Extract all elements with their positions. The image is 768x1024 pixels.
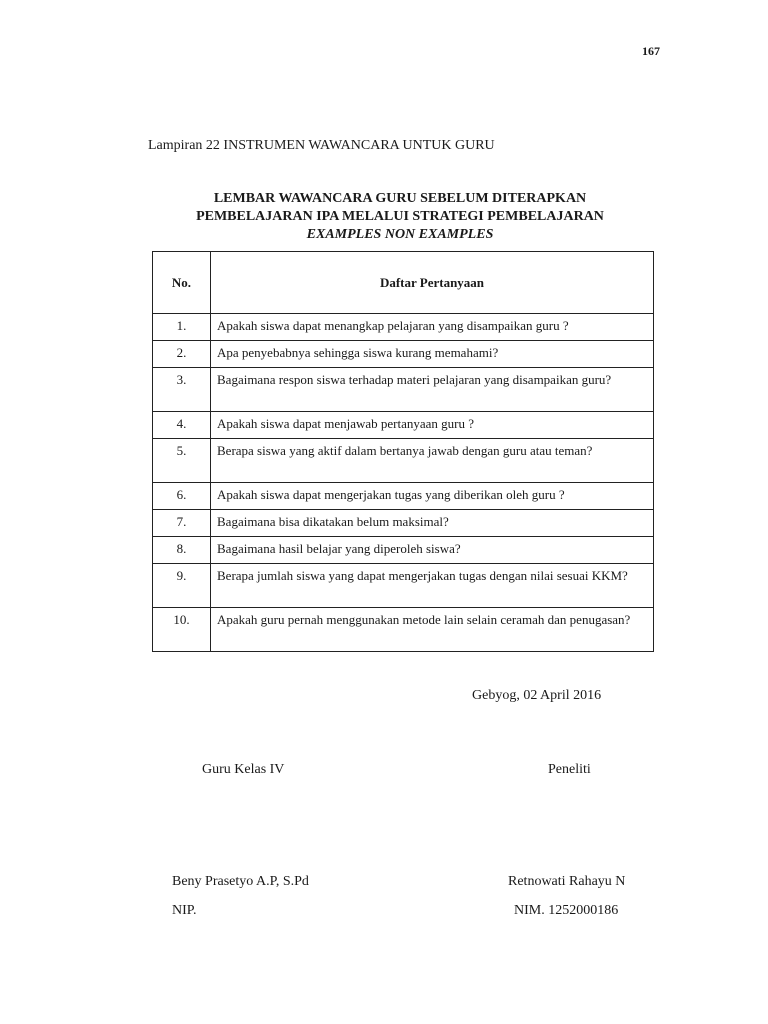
row-question: Apakah siswa dapat menjawab pertanyaan guru ?	[211, 412, 654, 439]
table-row	[153, 412, 654, 439]
row-question: Apa penyebabnya sehingga siswa kurang memahami?	[211, 341, 654, 368]
row-question: Apakah siswa dapat menangkap pelajaran yang disampaikan guru ?	[211, 314, 654, 341]
row-question: Bagaimana hasil belajar yang diperoleh siswa?	[211, 537, 654, 564]
row-question: Berapa jumlah siswa yang dapat mengerjakan tugas dengan nilai sesuai KKM?	[211, 564, 654, 608]
left-signatory-name: Beny Prasetyo A.P, S.Pd	[172, 874, 309, 889]
table-row	[153, 368, 654, 412]
table-row	[153, 608, 654, 652]
row-number: 8.	[153, 537, 211, 564]
row-number: 3.	[153, 368, 211, 412]
table-header-row	[153, 252, 654, 314]
table-row	[153, 537, 654, 564]
place-date: Gebyog, 02 April 2016	[472, 688, 602, 703]
right-signatory-id: NIM. 1252000186	[514, 903, 619, 918]
right-signatory-role: Peneliti	[548, 762, 591, 777]
row-question: Bagaimana respon siswa terhadap materi pelajaran yang disampaikan guru?	[211, 368, 654, 412]
row-number: 6.	[153, 483, 211, 510]
table-row	[153, 483, 654, 510]
table-row	[153, 314, 654, 341]
row-question: Bagaimana bisa dikatakan belum maksimal?	[211, 510, 654, 537]
row-number: 5.	[153, 439, 211, 483]
left-signatory-role: Guru Kelas IV	[202, 762, 285, 777]
row-number: 10.	[153, 608, 211, 652]
row-question: Apakah siswa dapat mengerjakan tugas yang diberikan oleh guru ?	[211, 483, 654, 510]
table-row	[153, 341, 654, 368]
row-number: 7.	[153, 510, 211, 537]
question-table	[152, 251, 654, 652]
document-title	[120, 190, 680, 244]
row-number: 1.	[153, 314, 211, 341]
table-row	[153, 510, 654, 537]
row-question: Berapa siswa yang aktif dalam bertanya jawab dengan guru atau teman?	[211, 439, 654, 483]
table-row	[153, 564, 654, 608]
left-signatory-id: NIP.	[172, 903, 197, 918]
appendix-label: Lampiran 22 INSTRUMEN WAWANCARA UNTUK GURU	[148, 138, 495, 153]
title-line-1: LEMBAR WAWANCARA GURU SEBELUM DITERAPKAN	[213, 191, 587, 206]
row-question: Apakah guru pernah menggunakan metode lain selain ceramah dan penugasan?	[211, 608, 654, 652]
row-number: 2.	[153, 341, 211, 368]
page-number: 167	[642, 44, 660, 58]
right-signatory-name: Retnowati Rahayu N	[508, 874, 626, 889]
title-line-2: PEMBELAJARAN IPA MELALUI STRATEGI PEMBELAJARAN	[196, 209, 604, 224]
header-question: Daftar Pertanyaan	[211, 252, 654, 314]
row-number: 9.	[153, 564, 211, 608]
row-number: 4.	[153, 412, 211, 439]
header-no: No.	[153, 252, 211, 314]
title-line-3: EXAMPLES NON EXAMPLES	[306, 227, 494, 242]
table-row	[153, 439, 654, 483]
